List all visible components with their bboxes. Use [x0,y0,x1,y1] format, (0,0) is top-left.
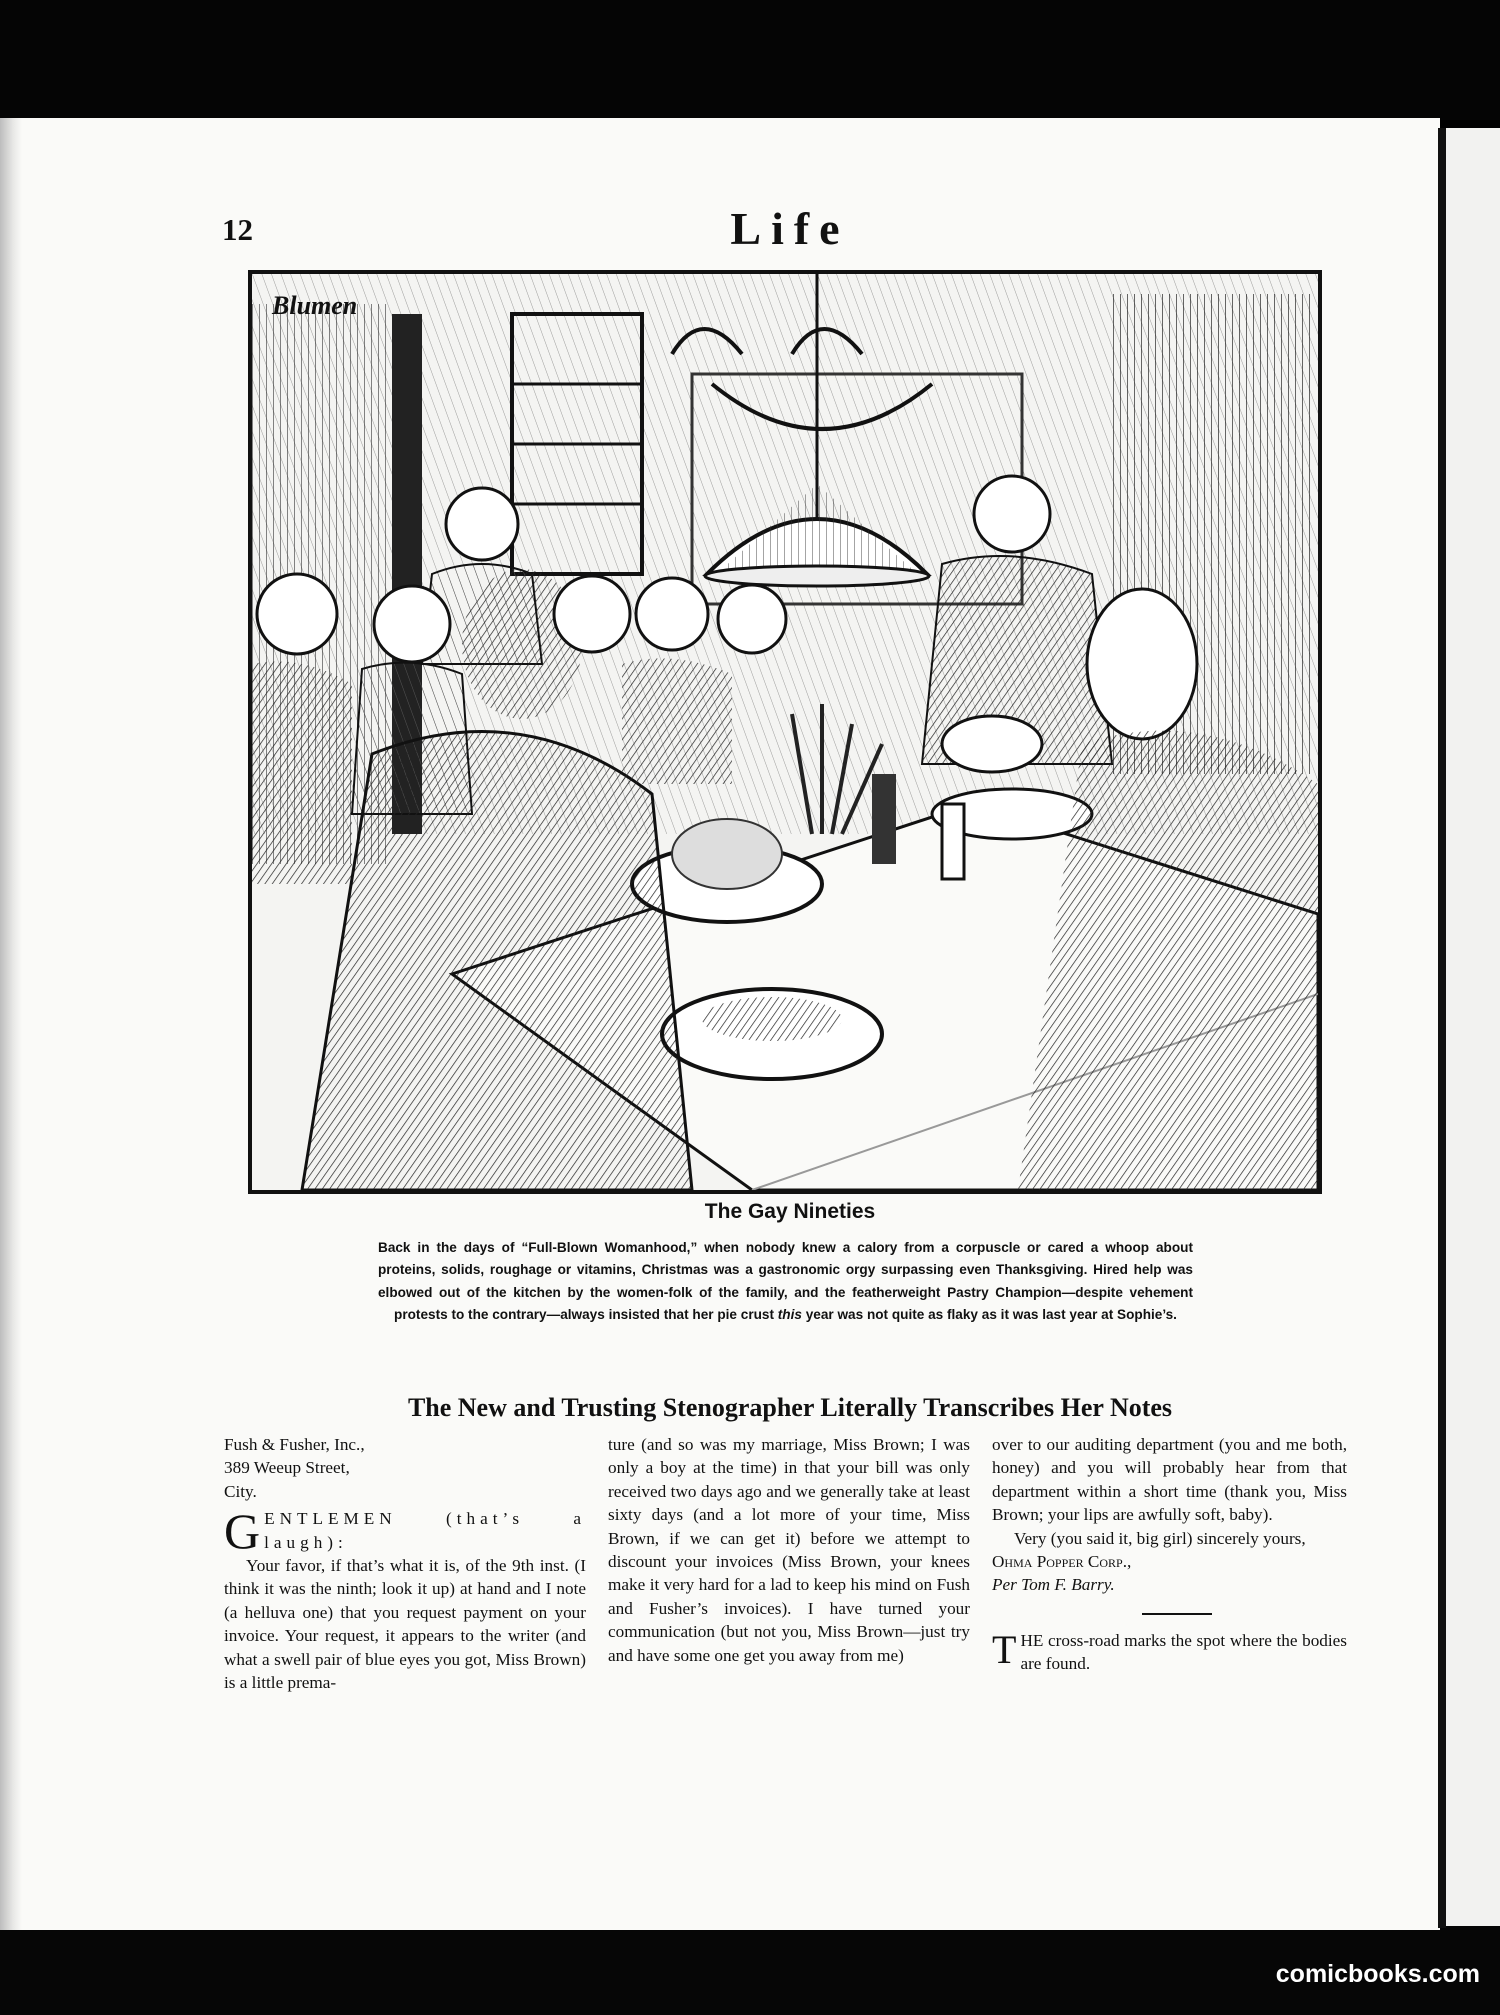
letter-paragraph-2: ture (and so was my marriage, Miss Brown; I was only a boy at the time) in that your bill was only received two days ago and we generally take at least sixty days (and a lot more of your time, Miss Brown, if we can get it) before we attempt to discount your invoices (Miss Brown, your knees make it very hard for a lad to keep his mind on Fush and Fusher’s invoices). I have turned your communication (but not you, Miss Brown—just try and have some one get you away from me) [608,1435,970,1665]
salutation [224,1503,586,1560]
page-number: 12 [222,212,253,247]
address-line-3: City. [224,1481,257,1501]
next-page-sliver [1446,128,1500,1926]
scan-background-top [0,0,1500,120]
signature-person: Per Tom F. Barry. [992,1575,1115,1595]
caption-body [378,1237,1193,1326]
caption-emphasis: this [777,1306,802,1322]
dinner-scene-drawing [252,274,1318,1190]
article-column-1 [224,1433,586,1694]
dinner-illustration [248,270,1322,1194]
signature-company: Ohma Popper Corp., [992,1552,1132,1572]
salutation-text: ENTLEMEN (that’s a laugh): [264,1509,586,1552]
caption-title: The Gay Nineties [704,1200,876,1223]
article-column-3 [992,1433,1347,1676]
salutation-dropcap: G [224,1503,261,1560]
address-line-2: 389 Weeup Street, [224,1458,350,1478]
page-right-edge [1438,128,1446,1928]
letter-closing: Very (you said it, big girl) sincerely yours, [1014,1528,1306,1548]
article-headline: The New and Trusting Stenographer Literally Transcribes Her Notes [407,1393,1173,1422]
caption-text-start: Back in the days of “Full-Blown Womanhood,” when nobody knew a calory from a corpuscle or cared a whoop about proteins, solids, roughage or vitamins, Christmas was a gastronomic orgy surpassing even Thanksgiving. Hired help was elbowed out of the kitchen by the women-folk of the family, and the featherweight Pastry Champion—despite vehement protests to the contrary—always insisted that her pie crust [378,1240,1193,1322]
letter-paragraph-3: over to our auditing department (you and me both, honey) and you will probably hear from that department within a short time (thank you, Miss Brown; your lips are awfully soft, baby). [992,1435,1347,1525]
filler-item [992,1626,1347,1676]
filler-dropcap: T [992,1626,1017,1672]
page-binding-edge [0,118,22,1930]
site-watermark: comicbooks.com [1275,1960,1480,1988]
caption-text-end: year was not quite as flaky as it was last year at Sophie’s. [801,1306,1177,1322]
letter-paragraph-1: Your favor, if that’s what it is, of the 9th inst. (I think it was the ninth; look it up) at hand and I note (a helluva one) that you request payment on your invoice. Your request, it appears to the writer (and what a swell pair of blue eyes you got, Miss Brown) is a little prema- [224,1556,586,1693]
article-column-2 [608,1433,970,1667]
magazine-title: Life [730,203,850,254]
filler-text: HE cross-road marks the spot where the bodies are found. [1020,1630,1347,1674]
section-rule [1142,1613,1212,1615]
artist-signature: Blumen [272,291,358,320]
address-line-1: Fush & Fusher, Inc., [224,1435,365,1454]
